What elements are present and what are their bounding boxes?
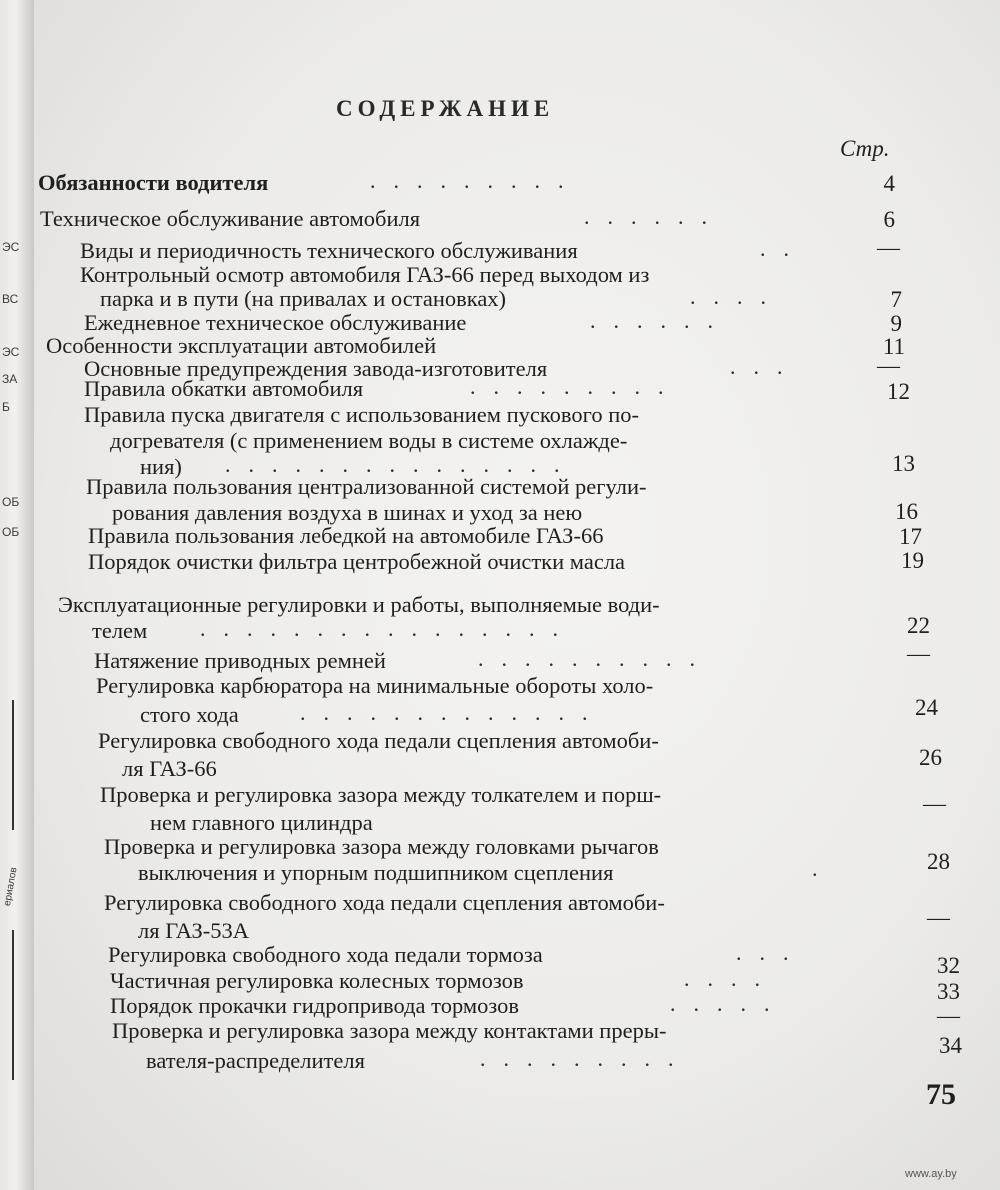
toc-page-number: 17	[899, 524, 922, 549]
dot-leader: .....	[670, 991, 788, 1016]
toc-page-number: 24	[915, 695, 938, 720]
toc-entry-line: нем главного цилиндра	[150, 810, 373, 835]
toc-entry-line: парка и в пути (на привалах и остановках)	[100, 286, 507, 311]
dot-leader: .........	[370, 168, 582, 193]
toc-entry-line: стого хода	[140, 702, 239, 727]
dot-leader: ..........	[478, 646, 713, 671]
spine-rule	[12, 700, 14, 830]
toc-page-number: 19	[901, 548, 924, 573]
spine-mark: ОБ	[2, 495, 20, 509]
dot-leader: .........	[480, 1046, 692, 1071]
toc-entry-line: рования давления воздуха в шинах и уход за нею	[112, 500, 583, 525]
spine-mark: ЭС	[2, 345, 20, 359]
toc-page-number: 22	[907, 613, 930, 638]
dot-leader: .........	[470, 374, 682, 399]
toc-entry-line: телем	[92, 618, 148, 643]
toc-entry-line: Натяжение приводных ремней	[94, 648, 386, 673]
toc-entry-line: Правила обкатки автомобиля	[84, 376, 364, 401]
toc-entry-line: Регулировка свободного хода педали сцепления автомоби-	[104, 890, 665, 915]
toc-page-number: 32	[937, 953, 960, 978]
toc-entry-line: Эксплуатационные регулировки и работы, выполняемые води-	[58, 592, 660, 617]
dot-leader: .............	[300, 700, 606, 725]
toc-entry-line: ния)	[140, 454, 182, 479]
dot-leader: ...............	[225, 452, 578, 477]
spine-mark: Б	[2, 400, 10, 414]
toc-entry-line: Регулировка карбюратора на минимальные обороты холо-	[96, 673, 654, 698]
dot-leader: ...	[736, 940, 807, 965]
toc-entry-line: Регулировка свободного хода педали тормоза	[108, 942, 543, 967]
toc-entry-line: Основные предупреждения завода-изготовителя	[84, 356, 548, 381]
spine-mark: ОБ	[2, 525, 20, 539]
toc-entry-line: Правила пользования централизованной системой регули-	[86, 474, 647, 499]
toc-page-number: 7	[890, 287, 902, 312]
toc-entry-line: ля ГАЗ-66	[122, 756, 217, 781]
dot-leader: ....	[690, 284, 784, 309]
dot-leader: ..	[760, 236, 807, 261]
toc-entry-line: Виды и периодичность технического обслуживания	[80, 238, 578, 263]
spine-rule	[12, 930, 14, 1080]
spine-mark: ВС	[2, 292, 19, 306]
toc-page-number: 16	[895, 499, 918, 524]
toc-entry-line: вателя-распределителя	[146, 1048, 365, 1073]
toc-entry-line: Проверка и регулировка зазора между головками рычагов	[104, 834, 659, 859]
toc-entry-line: Правила пуска двигателя с использованием пускового по-	[84, 402, 639, 427]
toc-page-number: —	[877, 235, 900, 260]
watermark: www.ay.by	[905, 1168, 957, 1180]
toc-page-number: 12	[887, 379, 910, 404]
toc-entry-line: ля ГАЗ-53А	[138, 918, 249, 943]
toc-entry-line: Регулировка свободного хода педали сцепления автомоби-	[98, 728, 659, 753]
page-column-label: Стр.	[840, 136, 890, 161]
toc-entry-line: Проверка и регулировка зазора между контактами преры-	[112, 1018, 667, 1043]
toc-page-number: —	[927, 905, 950, 930]
toc-page-number: 34	[939, 1033, 962, 1058]
dot-leader: ................	[200, 616, 576, 641]
toc-entry-line: Техническое обслуживание автомобиля	[40, 206, 421, 231]
toc-entry-line: Проверка и регулировка зазора между толкателем и порш-	[100, 782, 662, 807]
dot-leader: .	[812, 856, 836, 881]
toc-entry-line: Частичная регулировка колесных тормозов	[110, 968, 524, 993]
toc-page-number: 28	[927, 849, 950, 874]
toc-page-number: —	[877, 353, 900, 378]
dot-leader: ....	[684, 966, 778, 991]
toc-page-number: 4	[883, 171, 895, 196]
toc-page-number: —	[907, 641, 930, 666]
toc-page-number: 6	[883, 207, 895, 232]
spine-mark: ЗА	[2, 372, 18, 386]
toc-page-number: 13	[892, 451, 915, 476]
toc-page-number: 33	[937, 979, 960, 1004]
book-spine-edge	[0, 0, 34, 1190]
toc-entry-line: догревателя (с применением воды в системе охлажде-	[110, 428, 628, 453]
toc-page-number: —	[923, 791, 946, 816]
toc-page-number: 9	[890, 311, 902, 336]
toc-page-number: 26	[919, 745, 942, 770]
toc-entry-line: Порядок прокачки гидропривода тормозов	[110, 993, 519, 1018]
toc-entry-line: Особенности эксплуатации автомобилей	[46, 333, 437, 358]
spine-mark: ериалов	[2, 866, 20, 907]
dot-leader: ...	[730, 354, 801, 379]
toc-entry-line: Контрольный осмотр автомобиля ГАЗ-66 перед выходом из	[80, 262, 650, 287]
page-folio-number: 75	[926, 1078, 956, 1111]
toc-entry-line: Правила пользования лебедкой на автомобиле ГАЗ-66	[88, 523, 604, 548]
spine-mark: ЭС	[2, 240, 20, 254]
page-title: СОДЕРЖАНИЕ	[336, 96, 555, 121]
toc-page-number: 11	[882, 334, 905, 359]
dot-leader: ......	[584, 204, 725, 229]
toc-entry-line: Порядок очистки фильтра центробежной очистки масла	[88, 549, 626, 574]
toc-entry-line: Ежедневное техническое обслуживание	[84, 310, 467, 335]
dot-leader: ......	[590, 308, 731, 333]
toc-entry-line: Обязанности водителя	[38, 170, 269, 195]
toc-entry-line: выключения и упорным подшипником сцепления	[138, 860, 614, 885]
toc-page-number: —	[937, 1003, 960, 1028]
